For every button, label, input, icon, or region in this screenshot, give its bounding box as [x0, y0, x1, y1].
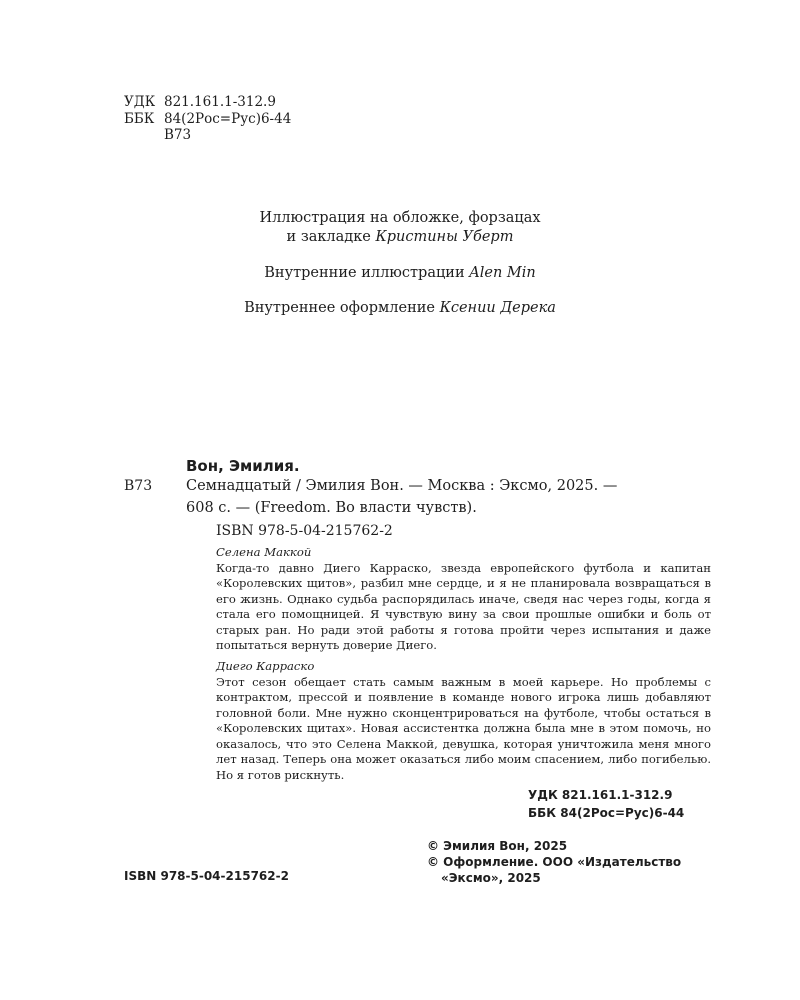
cover-credit — [0, 209, 800, 247]
annotation-diego — [216, 659, 711, 783]
design-credit-prefix: Внутреннее оформление — [244, 300, 440, 316]
footer-classification — [528, 786, 684, 822]
bbk-label: ББК — [124, 110, 155, 127]
udk-value: 821.161.1-312.9 — [164, 94, 276, 110]
author-code: В73 — [164, 127, 192, 143]
record-author: Вон, Эмилия. — [186, 457, 300, 475]
bib-line-1: Семнадцатый / Эмилия Вон. — Москва : Эксмо, 2025. — — [186, 478, 618, 494]
inner-illustrations-credit — [0, 264, 800, 283]
annotation-selena — [216, 545, 711, 654]
copyright-block — [427, 838, 727, 886]
footer-isbn: ISBN 978-5-04-215762-2 — [124, 869, 289, 883]
record-code: В73 — [124, 478, 153, 494]
inner-artist: Alen Min — [469, 265, 536, 281]
bib-line-2: 608 с. — (Freedom. Во власти чувств). — [186, 499, 477, 516]
copyright-author: © Эмилия Вон, 2025 — [427, 839, 568, 853]
cover-artist: Кристины Уберт — [375, 229, 514, 245]
inner-credit-prefix: Внутренние иллюстрации — [264, 265, 470, 281]
cover-credit-prefix: и закладке — [286, 229, 376, 245]
bibliographic-description — [186, 476, 711, 519]
footer-udk: УДК 821.161.1-312.9 — [528, 788, 673, 802]
cover-credit-line2 — [0, 228, 800, 247]
udk-label: УДК — [124, 94, 156, 110]
annotation-diego-text: Этот сезон обещает стать самым важным в моей карьере. Но проблемы с контрактом, прессой и появление в команде нового игрока лишь добавляют головной боли. Мне нужно сконцентрироваться на футболе, чтобы остаться в «Королевских щитах». Новая ассистентка должна была мне в этом помочь, но оказалось, что это Селена Маккой, девушка, которая уничтожила меня много лет назад. Теперь она может оказаться либо моим спасением, либо погибелью. Но я готов рискнуть. — [216, 674, 711, 782]
udk-row — [124, 94, 291, 111]
annotation-selena-name: Селена Маккой — [216, 545, 312, 559]
annotation-diego-name: Диего Карраско — [216, 659, 315, 673]
footer-bbk: ББК 84(2Рос=Рус)6-44 — [528, 806, 685, 820]
bbk-value: 84(2Рос=Рус)6-44 — [164, 110, 292, 127]
design-artist: Ксении Дерека — [439, 300, 556, 316]
cover-credit-line1: Иллюстрация на обложке, форзацах — [259, 210, 541, 226]
design-credit — [0, 299, 800, 318]
bbk-row — [124, 111, 291, 128]
classification-block — [124, 94, 291, 144]
copyright-design-line2: «Эксмо», 2025 — [441, 871, 541, 885]
annotation-selena-text: Когда-то давно Диего Карраско, звезда европейского футбола и капитан «Королевских щитов», разбил мне сердце, и я не планировала возвращаться в его жизнь. Однако судьба распорядилась иначе, сведя нас через годы, когда я стала его помощницей. Я чувствую вину за свои прошлые ошибки и боль от старых ран. Но ради этой работы я готова пройти через испытания и даже попытаться вернуть доверие Диего. — [216, 560, 711, 652]
copyright-design-line1: © Оформление. ООО «Издательство — [427, 855, 682, 869]
record-isbn: ISBN 978-5-04-215762-2 — [216, 523, 393, 539]
